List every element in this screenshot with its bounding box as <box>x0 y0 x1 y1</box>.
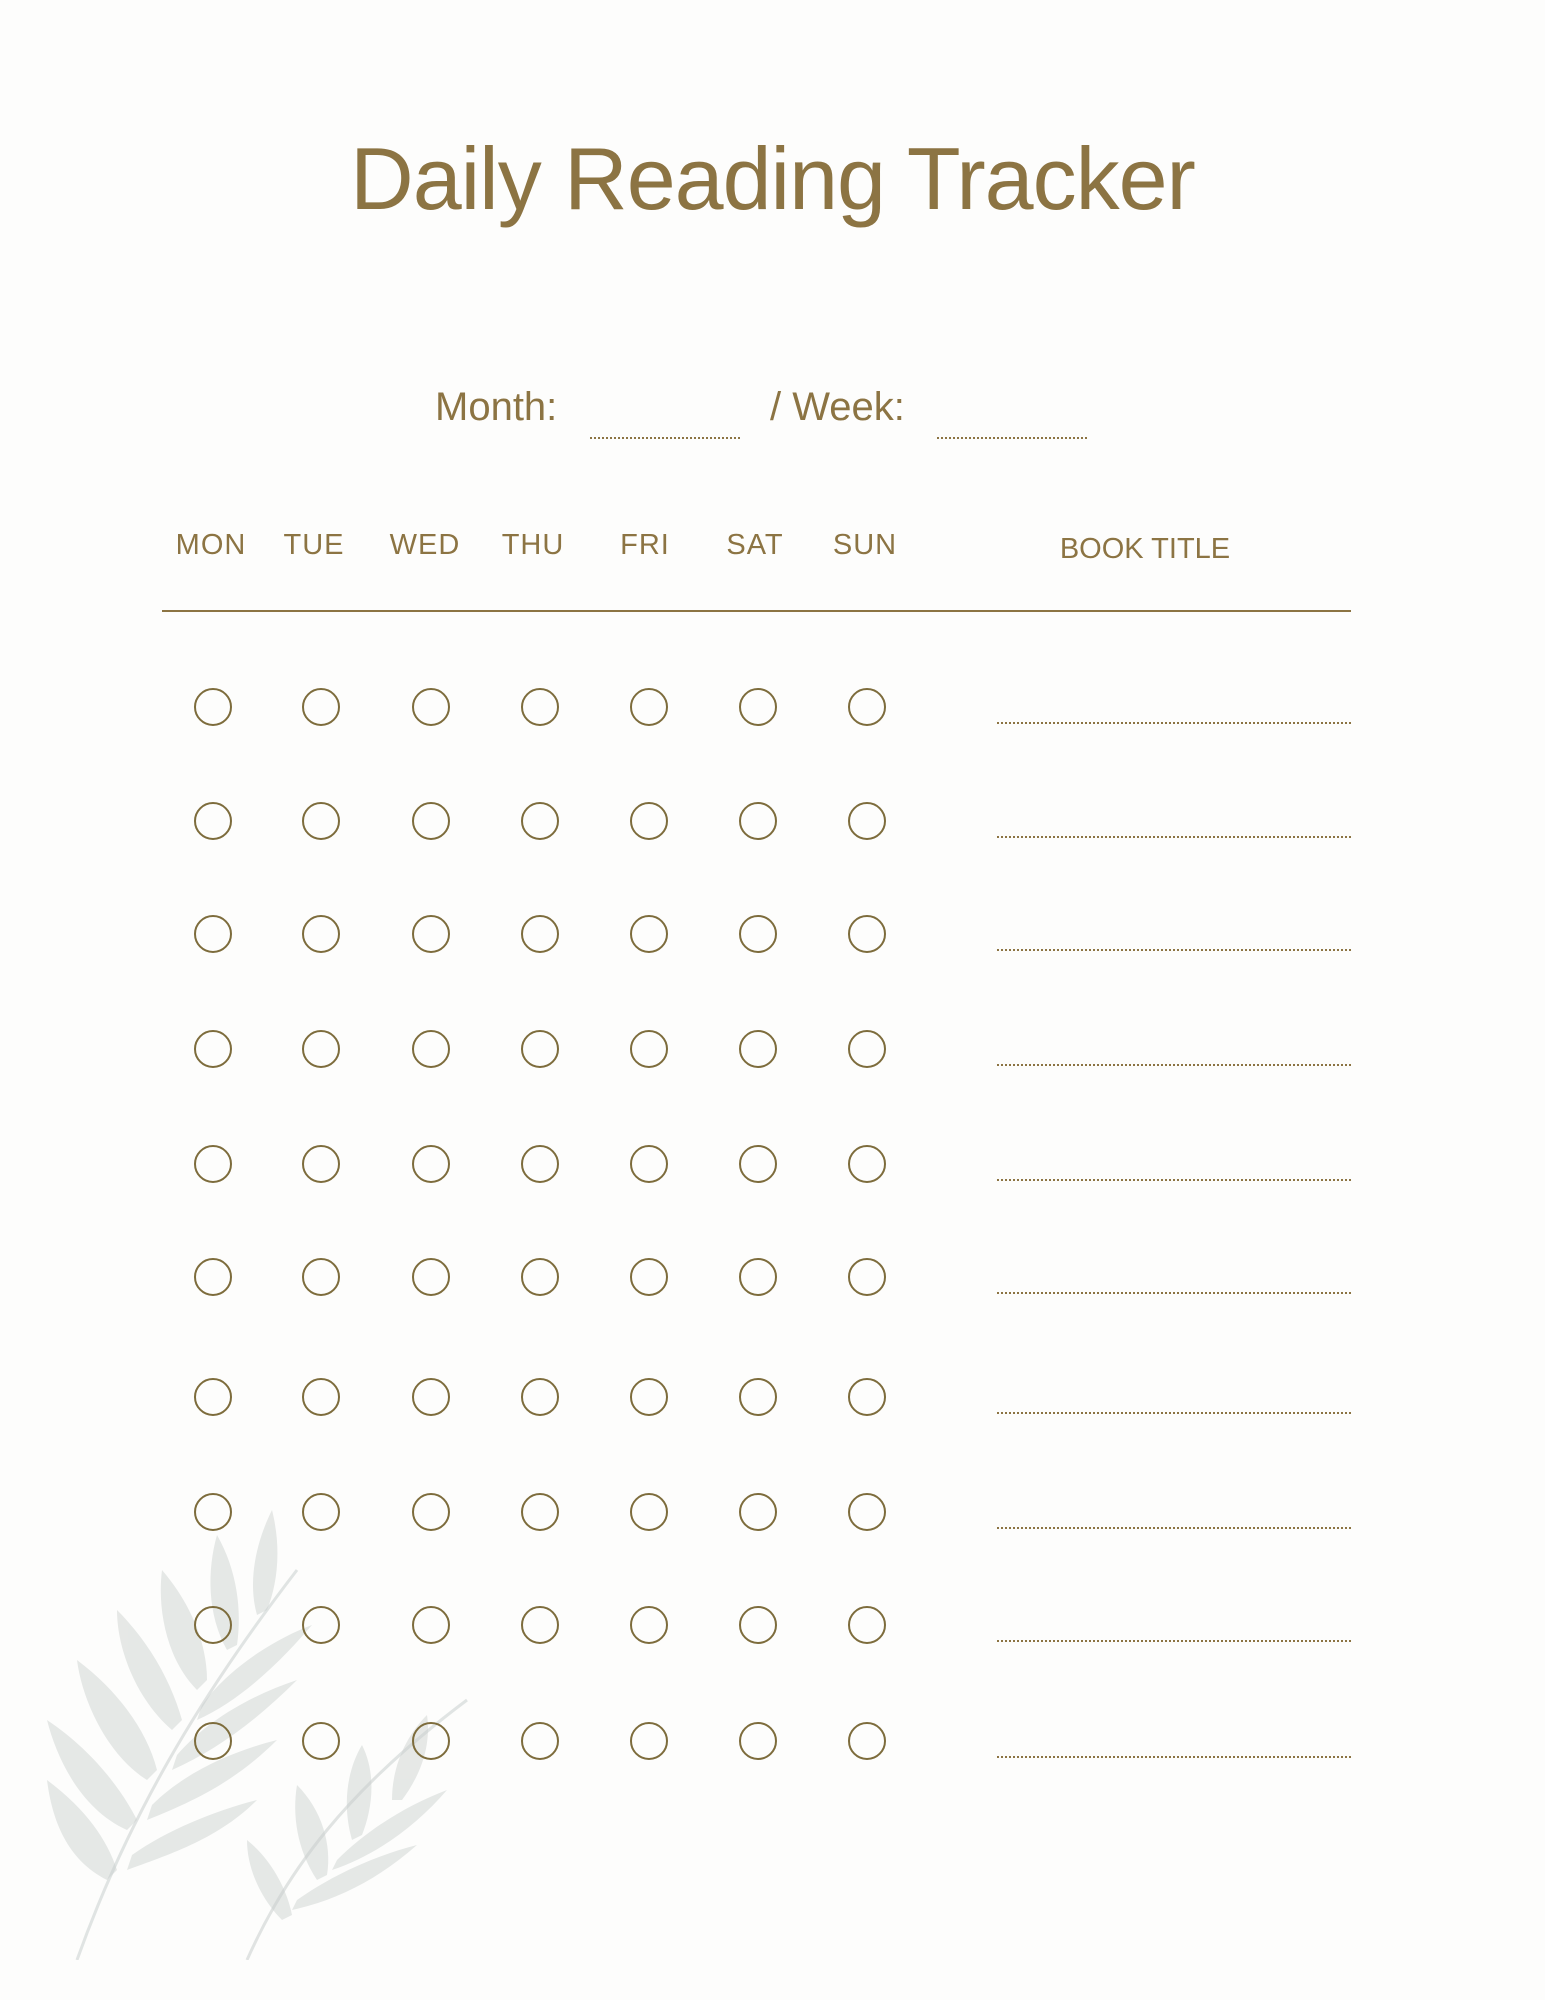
header-divider <box>162 610 1351 612</box>
day-header-tue: TUE <box>283 529 345 561</box>
book-title-field[interactable] <box>997 836 1351 838</box>
table-row <box>0 915 1545 955</box>
checkbox-tue[interactable] <box>302 688 340 726</box>
checkbox-mon[interactable] <box>194 688 232 726</box>
checkbox-sat[interactable] <box>739 915 777 953</box>
checkbox-fri[interactable] <box>630 915 668 953</box>
checkbox-thu[interactable] <box>521 1030 559 1068</box>
checkbox-tue[interactable] <box>302 802 340 840</box>
checkbox-wed[interactable] <box>412 1145 450 1183</box>
checkbox-fri[interactable] <box>630 802 668 840</box>
checkbox-wed[interactable] <box>412 1493 450 1531</box>
checkbox-thu[interactable] <box>521 1378 559 1416</box>
checkbox-mon[interactable] <box>194 1030 232 1068</box>
book-title-field[interactable] <box>997 1179 1351 1181</box>
table-row <box>0 1145 1545 1185</box>
checkbox-thu[interactable] <box>521 1722 559 1760</box>
table-row <box>0 1030 1545 1070</box>
checkbox-wed[interactable] <box>412 802 450 840</box>
checkbox-fri[interactable] <box>630 688 668 726</box>
day-header-mon: MON <box>175 529 247 561</box>
checkbox-thu[interactable] <box>521 688 559 726</box>
checkbox-tue[interactable] <box>302 1030 340 1068</box>
book-title-field[interactable] <box>997 1292 1351 1294</box>
book-title-field[interactable] <box>997 1064 1351 1066</box>
checkbox-wed[interactable] <box>412 1606 450 1644</box>
checkbox-sat[interactable] <box>739 1030 777 1068</box>
checkbox-wed[interactable] <box>412 688 450 726</box>
book-title-field[interactable] <box>997 1640 1351 1642</box>
checkbox-sun[interactable] <box>848 802 886 840</box>
day-header-wed: WED <box>389 529 461 561</box>
checkbox-sat[interactable] <box>739 1378 777 1416</box>
checkbox-sun[interactable] <box>848 1030 886 1068</box>
palm-leaf-decoration <box>47 1400 527 1960</box>
checkbox-thu[interactable] <box>521 802 559 840</box>
checkbox-sun[interactable] <box>848 1606 886 1644</box>
checkbox-sat[interactable] <box>739 1722 777 1760</box>
checkbox-wed[interactable] <box>412 1722 450 1760</box>
checkbox-sun[interactable] <box>848 1258 886 1296</box>
checkbox-tue[interactable] <box>302 915 340 953</box>
week-field[interactable] <box>937 437 1087 439</box>
book-title-field[interactable] <box>997 1527 1351 1529</box>
book-title-header: BOOK TITLE <box>1059 533 1231 565</box>
checkbox-thu[interactable] <box>521 1493 559 1531</box>
checkbox-sat[interactable] <box>739 802 777 840</box>
checkbox-sun[interactable] <box>848 915 886 953</box>
day-header-sun: SUN <box>832 529 898 561</box>
checkbox-tue[interactable] <box>302 1722 340 1760</box>
page-title: Daily Reading Tracker <box>350 129 1195 228</box>
checkbox-tue[interactable] <box>302 1493 340 1531</box>
week-label: / Week: <box>770 385 905 429</box>
month-label: Month: <box>435 385 558 429</box>
checkbox-sun[interactable] <box>848 1493 886 1531</box>
checkbox-sun[interactable] <box>848 1378 886 1416</box>
month-week-row <box>0 385 1545 445</box>
checkbox-sat[interactable] <box>739 1258 777 1296</box>
checkbox-wed[interactable] <box>412 1378 450 1416</box>
checkbox-mon[interactable] <box>194 1493 232 1531</box>
checkbox-tue[interactable] <box>302 1606 340 1644</box>
checkbox-sun[interactable] <box>848 1145 886 1183</box>
month-field[interactable] <box>590 437 740 439</box>
book-title-field[interactable] <box>997 949 1351 951</box>
checkbox-sun[interactable] <box>848 688 886 726</box>
day-header-sat: SAT <box>726 529 784 561</box>
checkbox-fri[interactable] <box>630 1378 668 1416</box>
checkbox-sat[interactable] <box>739 1493 777 1531</box>
checkbox-sat[interactable] <box>739 688 777 726</box>
checkbox-mon[interactable] <box>194 915 232 953</box>
checkbox-thu[interactable] <box>521 1145 559 1183</box>
checkbox-thu[interactable] <box>521 915 559 953</box>
checkbox-fri[interactable] <box>630 1030 668 1068</box>
checkbox-mon[interactable] <box>194 1145 232 1183</box>
checkbox-sun[interactable] <box>848 1722 886 1760</box>
checkbox-tue[interactable] <box>302 1378 340 1416</box>
checkbox-mon[interactable] <box>194 1722 232 1760</box>
book-title-field[interactable] <box>997 722 1351 724</box>
checkbox-tue[interactable] <box>302 1258 340 1296</box>
checkbox-thu[interactable] <box>521 1606 559 1644</box>
checkbox-sat[interactable] <box>739 1145 777 1183</box>
checkbox-fri[interactable] <box>630 1722 668 1760</box>
checkbox-wed[interactable] <box>412 1030 450 1068</box>
checkbox-fri[interactable] <box>630 1258 668 1296</box>
checkbox-mon[interactable] <box>194 1258 232 1296</box>
checkbox-fri[interactable] <box>630 1493 668 1531</box>
table-row <box>0 1258 1545 1298</box>
table-header <box>0 525 1545 575</box>
table-row <box>0 802 1545 842</box>
book-title-field[interactable] <box>997 1412 1351 1414</box>
checkbox-thu[interactable] <box>521 1258 559 1296</box>
checkbox-mon[interactable] <box>194 1606 232 1644</box>
table-row <box>0 688 1545 728</box>
day-header-thu: THU <box>501 529 565 561</box>
checkbox-fri[interactable] <box>630 1145 668 1183</box>
checkbox-mon[interactable] <box>194 802 232 840</box>
checkbox-wed[interactable] <box>412 915 450 953</box>
checkbox-wed[interactable] <box>412 1258 450 1296</box>
checkbox-sat[interactable] <box>739 1606 777 1644</box>
day-header-fri: FRI <box>620 529 670 561</box>
checkbox-fri[interactable] <box>630 1606 668 1644</box>
book-title-field[interactable] <box>997 1756 1351 1758</box>
checkbox-tue[interactable] <box>302 1145 340 1183</box>
checkbox-mon[interactable] <box>194 1378 232 1416</box>
